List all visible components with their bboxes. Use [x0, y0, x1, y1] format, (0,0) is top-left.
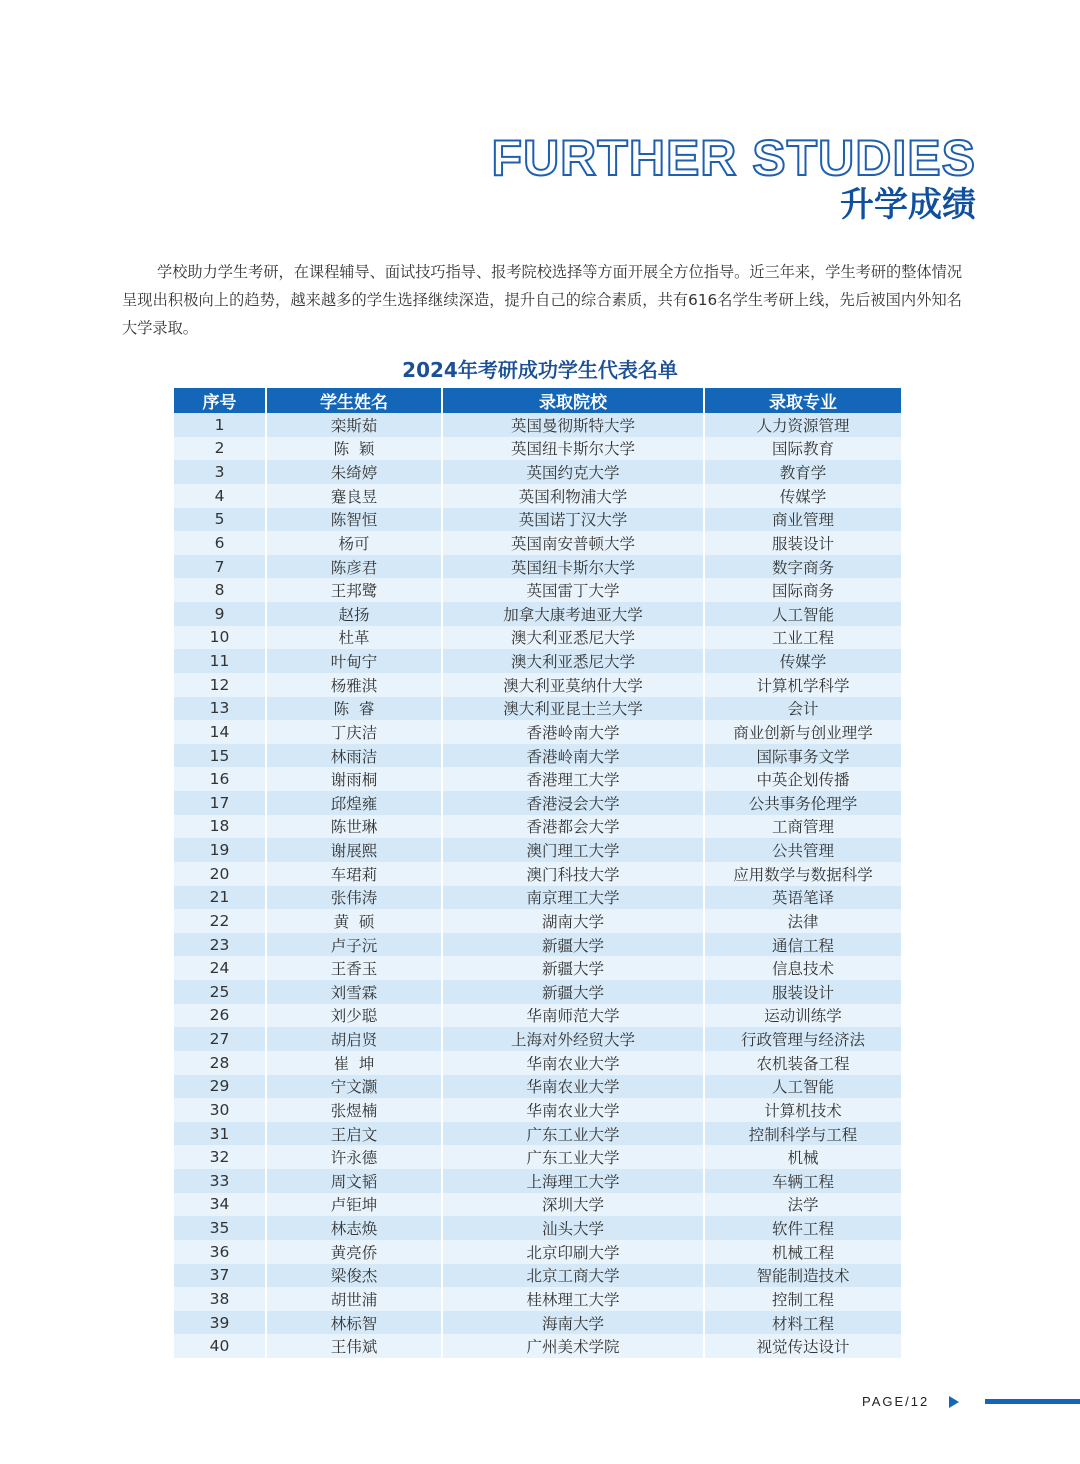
cell-major: 应用数学与数据科学	[704, 862, 901, 886]
cell-school: 澳大利亚昆士兰大学	[442, 697, 704, 721]
cell-school: 广东工业大学	[442, 1145, 704, 1169]
cell-school: 澳大利亚悉尼大学	[442, 649, 704, 673]
cell-student-name: 杨雅淇	[266, 673, 442, 697]
table-row	[174, 1193, 901, 1217]
table-row	[174, 956, 901, 980]
cell-school: 华南农业大学	[442, 1051, 704, 1075]
table-row	[174, 1240, 901, 1264]
cell-major: 机械	[704, 1145, 901, 1169]
cell-major: 计算机学科学	[704, 673, 901, 697]
cell-school: 香港岭南大学	[442, 744, 704, 768]
cell-index: 6	[174, 531, 266, 555]
table-row	[174, 838, 901, 862]
cell-major: 法学	[704, 1193, 901, 1217]
cell-school: 华南农业大学	[442, 1075, 704, 1099]
cell-school: 澳门理工大学	[442, 838, 704, 862]
cell-school: 桂林理工大学	[442, 1287, 704, 1311]
cell-school: 新疆大学	[442, 980, 704, 1004]
cell-index: 25	[174, 980, 266, 1004]
cell-school: 英国诺丁汉大学	[442, 508, 704, 532]
cell-index: 15	[174, 744, 266, 768]
cell-school: 澳门科技大学	[442, 862, 704, 886]
header-title-cn: 升学成绩	[840, 185, 976, 225]
cell-major: 计算机技术	[704, 1098, 901, 1122]
cell-major: 行政管理与经济法	[704, 1027, 901, 1051]
cell-index: 30	[174, 1098, 266, 1122]
cell-index: 5	[174, 508, 266, 532]
cell-student-name: 王启文	[266, 1122, 442, 1146]
cell-major: 材料工程	[704, 1311, 901, 1335]
cell-index: 18	[174, 815, 266, 839]
table-row	[174, 791, 901, 815]
table-row	[174, 1004, 901, 1028]
cell-index: 36	[174, 1240, 266, 1264]
column-header-school: 录取院校	[442, 388, 704, 413]
cell-major: 视觉传达设计	[704, 1334, 901, 1358]
play-arrow-icon	[949, 1396, 959, 1408]
footer-divider	[985, 1399, 1080, 1404]
table-row	[174, 508, 901, 532]
cell-student-name: 周文韬	[266, 1169, 442, 1193]
cell-index: 29	[174, 1075, 266, 1099]
cell-major: 公共管理	[704, 838, 901, 862]
cell-index: 32	[174, 1145, 266, 1169]
cell-student-name: 丁庆洁	[266, 720, 442, 744]
cell-major: 机械工程	[704, 1240, 901, 1264]
table-row	[174, 1098, 901, 1122]
table-row	[174, 460, 901, 484]
cell-student-name: 林志焕	[266, 1216, 442, 1240]
cell-school: 上海对外经贸大学	[442, 1027, 704, 1051]
cell-student-name: 杨可	[266, 531, 442, 555]
table-row	[174, 555, 901, 579]
cell-school: 澳大利亚莫纳什大学	[442, 673, 704, 697]
cell-index: 24	[174, 956, 266, 980]
cell-student-name: 刘少聪	[266, 1004, 442, 1028]
table-row	[174, 1287, 901, 1311]
table-row	[174, 815, 901, 839]
cell-school: 南京理工大学	[442, 886, 704, 910]
table-row	[174, 673, 901, 697]
cell-student-name: 张煜楠	[266, 1098, 442, 1122]
cell-school: 上海理工大学	[442, 1169, 704, 1193]
cell-index: 4	[174, 484, 266, 508]
table-row	[174, 909, 901, 933]
cell-student-name: 王邦鹭	[266, 578, 442, 602]
cell-index: 1	[174, 413, 266, 437]
table-row	[174, 413, 901, 437]
cell-index: 20	[174, 862, 266, 886]
cell-student-name: 林雨洁	[266, 744, 442, 768]
table-row	[174, 1334, 901, 1358]
cell-index: 14	[174, 720, 266, 744]
table-row	[174, 767, 901, 791]
cell-student-name: 胡世浦	[266, 1287, 442, 1311]
cell-student-name: 王香玉	[266, 956, 442, 980]
cell-school: 湖南大学	[442, 909, 704, 933]
cell-school: 广东工业大学	[442, 1122, 704, 1146]
table-row	[174, 578, 901, 602]
cell-school: 英国纽卡斯尔大学	[442, 555, 704, 579]
cell-index: 33	[174, 1169, 266, 1193]
table-row	[174, 697, 901, 721]
cell-major: 工业工程	[704, 626, 901, 650]
cell-major: 数字商务	[704, 555, 901, 579]
cell-student-name: 陈 颖	[266, 437, 442, 461]
table-row	[174, 484, 901, 508]
cell-school: 香港浸会大学	[442, 791, 704, 815]
cell-major: 人力资源管理	[704, 413, 901, 437]
cell-major: 传媒学	[704, 649, 901, 673]
cell-student-name: 蹇良昱	[266, 484, 442, 508]
cell-index: 7	[174, 555, 266, 579]
cell-school: 英国曼彻斯特大学	[442, 413, 704, 437]
cell-index: 37	[174, 1264, 266, 1288]
cell-student-name: 卢子沅	[266, 933, 442, 957]
table-row	[174, 649, 901, 673]
cell-student-name: 梁俊杰	[266, 1264, 442, 1288]
cell-major: 人工智能	[704, 1075, 901, 1099]
cell-school: 广州美术学院	[442, 1334, 704, 1358]
cell-index: 31	[174, 1122, 266, 1146]
cell-major: 商业创新与创业理学	[704, 720, 901, 744]
cell-major: 英语笔译	[704, 886, 901, 910]
cell-school: 英国纽卡斯尔大学	[442, 437, 704, 461]
cell-school: 加拿大康考迪亚大学	[442, 602, 704, 626]
cell-index: 2	[174, 437, 266, 461]
cell-major: 通信工程	[704, 933, 901, 957]
cell-student-name: 车珺莉	[266, 862, 442, 886]
cell-index: 40	[174, 1334, 266, 1358]
table-body	[174, 413, 901, 1358]
cell-school: 澳大利亚悉尼大学	[442, 626, 704, 650]
cell-major: 中英企划传播	[704, 767, 901, 791]
cell-student-name: 邱煌雍	[266, 791, 442, 815]
cell-major: 传媒学	[704, 484, 901, 508]
table-row	[174, 1027, 901, 1051]
table-row	[174, 626, 901, 650]
cell-index: 17	[174, 791, 266, 815]
table-row	[174, 933, 901, 957]
cell-index: 22	[174, 909, 266, 933]
cell-school: 北京工商大学	[442, 1264, 704, 1288]
cell-student-name: 陈 睿	[266, 697, 442, 721]
cell-major: 运动训练学	[704, 1004, 901, 1028]
cell-index: 28	[174, 1051, 266, 1075]
cell-school: 香港都会大学	[442, 815, 704, 839]
cell-major: 信息技术	[704, 956, 901, 980]
cell-index: 8	[174, 578, 266, 602]
cell-student-name: 王伟斌	[266, 1334, 442, 1358]
cell-school: 香港岭南大学	[442, 720, 704, 744]
cell-index: 23	[174, 933, 266, 957]
cell-school: 汕头大学	[442, 1216, 704, 1240]
cell-student-name: 陈智恒	[266, 508, 442, 532]
cell-student-name: 赵扬	[266, 602, 442, 626]
cell-major: 教育学	[704, 460, 901, 484]
table-row	[174, 437, 901, 461]
cell-student-name: 许永德	[266, 1145, 442, 1169]
cell-school: 英国约克大学	[442, 460, 704, 484]
cell-index: 38	[174, 1287, 266, 1311]
cell-school: 英国南安普顿大学	[442, 531, 704, 555]
cell-school: 香港理工大学	[442, 767, 704, 791]
cell-student-name: 刘雪霖	[266, 980, 442, 1004]
table-row	[174, 744, 901, 768]
cell-student-name: 谢展熙	[266, 838, 442, 862]
cell-major: 控制科学与工程	[704, 1122, 901, 1146]
cell-index: 34	[174, 1193, 266, 1217]
cell-index: 39	[174, 1311, 266, 1335]
cell-student-name: 谢雨桐	[266, 767, 442, 791]
table-row	[174, 1051, 901, 1075]
intro-paragraph: 学校助力学生考研，在课程辅导、面试技巧指导、报考院校选择等方面开展全方位指导。近三年来，学生考研的整体情况呈现出积极向上的趋势，越来越多的学生选择继续深造，提升自己的综合素质，共有616名学生考研上线，先后被国内外知名大学录取。	[122, 263, 962, 337]
table-row	[174, 1122, 901, 1146]
cell-major: 工商管理	[704, 815, 901, 839]
cell-major: 农机装备工程	[704, 1051, 901, 1075]
table-row	[174, 1216, 901, 1240]
table-row	[174, 862, 901, 886]
cell-school: 华南农业大学	[442, 1098, 704, 1122]
table-row	[174, 1075, 901, 1099]
table-title: 2024年考研成功学生代表名单	[402, 358, 678, 382]
table-header-row	[174, 388, 901, 413]
cell-student-name: 栾斯茹	[266, 413, 442, 437]
cell-student-name: 杜革	[266, 626, 442, 650]
cell-student-name: 陈世琳	[266, 815, 442, 839]
table-row	[174, 1145, 901, 1169]
column-header-major: 录取专业	[704, 388, 901, 413]
cell-major: 车辆工程	[704, 1169, 901, 1193]
table-row	[174, 602, 901, 626]
table-row	[174, 980, 901, 1004]
cell-index: 10	[174, 626, 266, 650]
cell-major: 国际教育	[704, 437, 901, 461]
cell-index: 12	[174, 673, 266, 697]
cell-student-name: 朱绮婷	[266, 460, 442, 484]
cell-index: 35	[174, 1216, 266, 1240]
cell-major: 服装设计	[704, 980, 901, 1004]
cell-major: 商业管理	[704, 508, 901, 532]
cell-major: 国际事务文学	[704, 744, 901, 768]
cell-student-name: 叶甸宁	[266, 649, 442, 673]
page-number: PAGE/12	[862, 1394, 930, 1409]
admission-table	[174, 388, 901, 1358]
cell-school: 华南师范大学	[442, 1004, 704, 1028]
cell-student-name: 卢钜坤	[266, 1193, 442, 1217]
cell-major: 智能制造技术	[704, 1264, 901, 1288]
cell-student-name: 黄亮侨	[266, 1240, 442, 1264]
table-row	[174, 720, 901, 744]
cell-major: 控制工程	[704, 1287, 901, 1311]
cell-student-name: 黄 硕	[266, 909, 442, 933]
cell-student-name: 林标智	[266, 1311, 442, 1335]
cell-school: 英国利物浦大学	[442, 484, 704, 508]
cell-major: 人工智能	[704, 602, 901, 626]
cell-major: 法律	[704, 909, 901, 933]
cell-index: 26	[174, 1004, 266, 1028]
cell-major: 国际商务	[704, 578, 901, 602]
cell-major: 公共事务伦理学	[704, 791, 901, 815]
cell-index: 19	[174, 838, 266, 862]
cell-student-name: 张伟涛	[266, 886, 442, 910]
cell-index: 9	[174, 602, 266, 626]
cell-index: 21	[174, 886, 266, 910]
cell-major: 服装设计	[704, 531, 901, 555]
cell-school: 英国雷丁大学	[442, 578, 704, 602]
cell-school: 深圳大学	[442, 1193, 704, 1217]
table-row	[174, 531, 901, 555]
cell-school: 新疆大学	[442, 933, 704, 957]
cell-major: 会计	[704, 697, 901, 721]
cell-school: 海南大学	[442, 1311, 704, 1335]
column-header-name: 学生姓名	[266, 388, 442, 413]
cell-student-name: 胡启贤	[266, 1027, 442, 1051]
cell-student-name: 宁文灏	[266, 1075, 442, 1099]
cell-index: 13	[174, 697, 266, 721]
table-row	[174, 1264, 901, 1288]
cell-index: 16	[174, 767, 266, 791]
column-header-index: 序号	[174, 388, 266, 413]
cell-index: 3	[174, 460, 266, 484]
cell-index: 11	[174, 649, 266, 673]
table-row	[174, 886, 901, 910]
cell-school: 新疆大学	[442, 956, 704, 980]
cell-major: 软件工程	[704, 1216, 901, 1240]
cell-school: 北京印刷大学	[442, 1240, 704, 1264]
cell-student-name: 陈彦君	[266, 555, 442, 579]
table-row	[174, 1311, 901, 1335]
table-row	[174, 1169, 901, 1193]
cell-index: 27	[174, 1027, 266, 1051]
header-title-en: FURTHER STUDIES	[491, 130, 976, 186]
cell-student-name: 崔 坤	[266, 1051, 442, 1075]
